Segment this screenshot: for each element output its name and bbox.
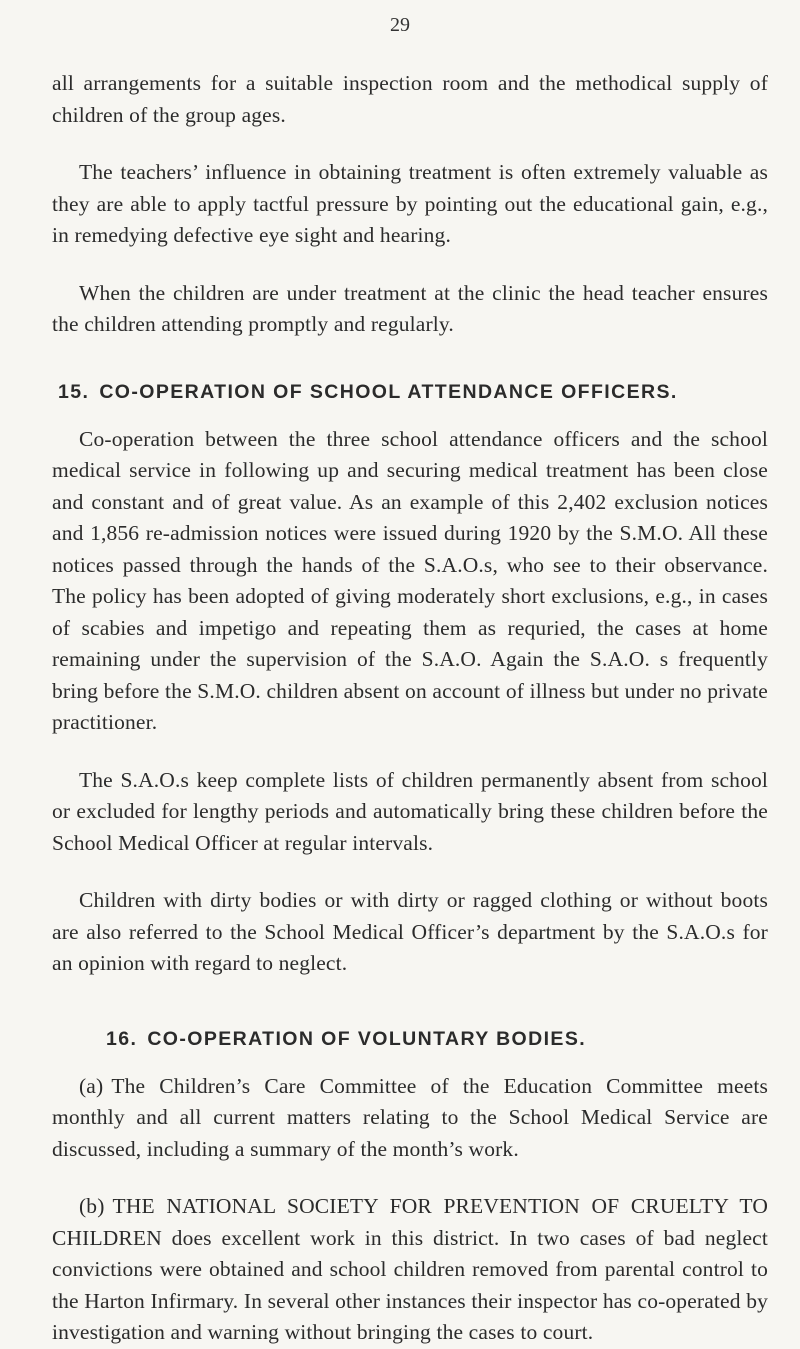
section-15-title: CO-OPERATION OF SCHOOL ATTENDANCE OFFICERS. (99, 380, 678, 403)
section-16-title: CO-OPERATION OF VOLUNTARY BODIES. (147, 1027, 587, 1050)
item-label: (a) (79, 1073, 104, 1098)
page-number: 29 (390, 14, 410, 36)
section-16-heading (52, 1025, 768, 1053)
item-label: (b) (79, 1194, 105, 1218)
section-16-item (52, 1071, 768, 1166)
section-15-number: 15. (58, 380, 90, 403)
page-content (52, 68, 768, 1349)
section-15-heading (52, 378, 768, 406)
intro-paragraph: all arrangements for a suitable inspection room and the methodical supply of children of the group ages. (52, 71, 768, 127)
item-text: THE NATIONAL SOCIETY FOR PREVENTION OF CRUELTY TO CHILDREN does excellent work in this district. In two cases of bad neglect convictions were obtained and school children removed from parental control to the Harton Infirmary. In several other instances their inspector has co-operated by investigation and warning without bringing the cases to court. (52, 1194, 768, 1344)
section-15-paragraph: Children with dirty bodies or with dirty or ragged clothing or without boots are also referred to the School Medical Officer’s department by the S.A.O.s for an opinion with regard to neglect. (52, 888, 768, 975)
section-15-paragraph: The S.A.O.s keep complete lists of children permanently absent from school or excluded for lengthy periods and automatically bring these children before the School Medical Officer at regular intervals. (52, 767, 768, 855)
intro-paragraph: When the children are under treatment at the clinic the head teacher ensures the children attending promptly and regularly. (52, 280, 768, 336)
intro-paragraph: The teachers’ influence in obtaining treatment is often extremely valuable as they are able to apply tactful pressure by pointing out the educational gain, e.g., in remedying defective eye sight and hearing. (52, 160, 768, 247)
section-16-item (52, 1191, 768, 1349)
section-16-number: 16. (106, 1027, 138, 1050)
section-15-paragraph: Co-operation between the three school attendance officers and the school medical service in following up and securing medical treatment has been close and constant and of great value. As an example of this 2,402 exclusion notices and 1,856 re-admission notices were issued during 1920 by the S.M.O. All these notices passed through the hands of the S.A.O.s, who see to their observance. The policy has been adopted of giving moderately short exclusions, e.g., in cases of scabies and impetigo and repeating them as requried, the cases at home remaining under the supervision of the S.A.O. Again the S.A.O. s frequently bring before the S.M.O. children absent on account of illness but under no private practitioner. (52, 426, 768, 734)
item-text: The Children’s Care Committee of the Education Committee meets monthly and all current matters relating to the School Medical Service are discussed, including a summary of the month’s work. (52, 1073, 768, 1161)
